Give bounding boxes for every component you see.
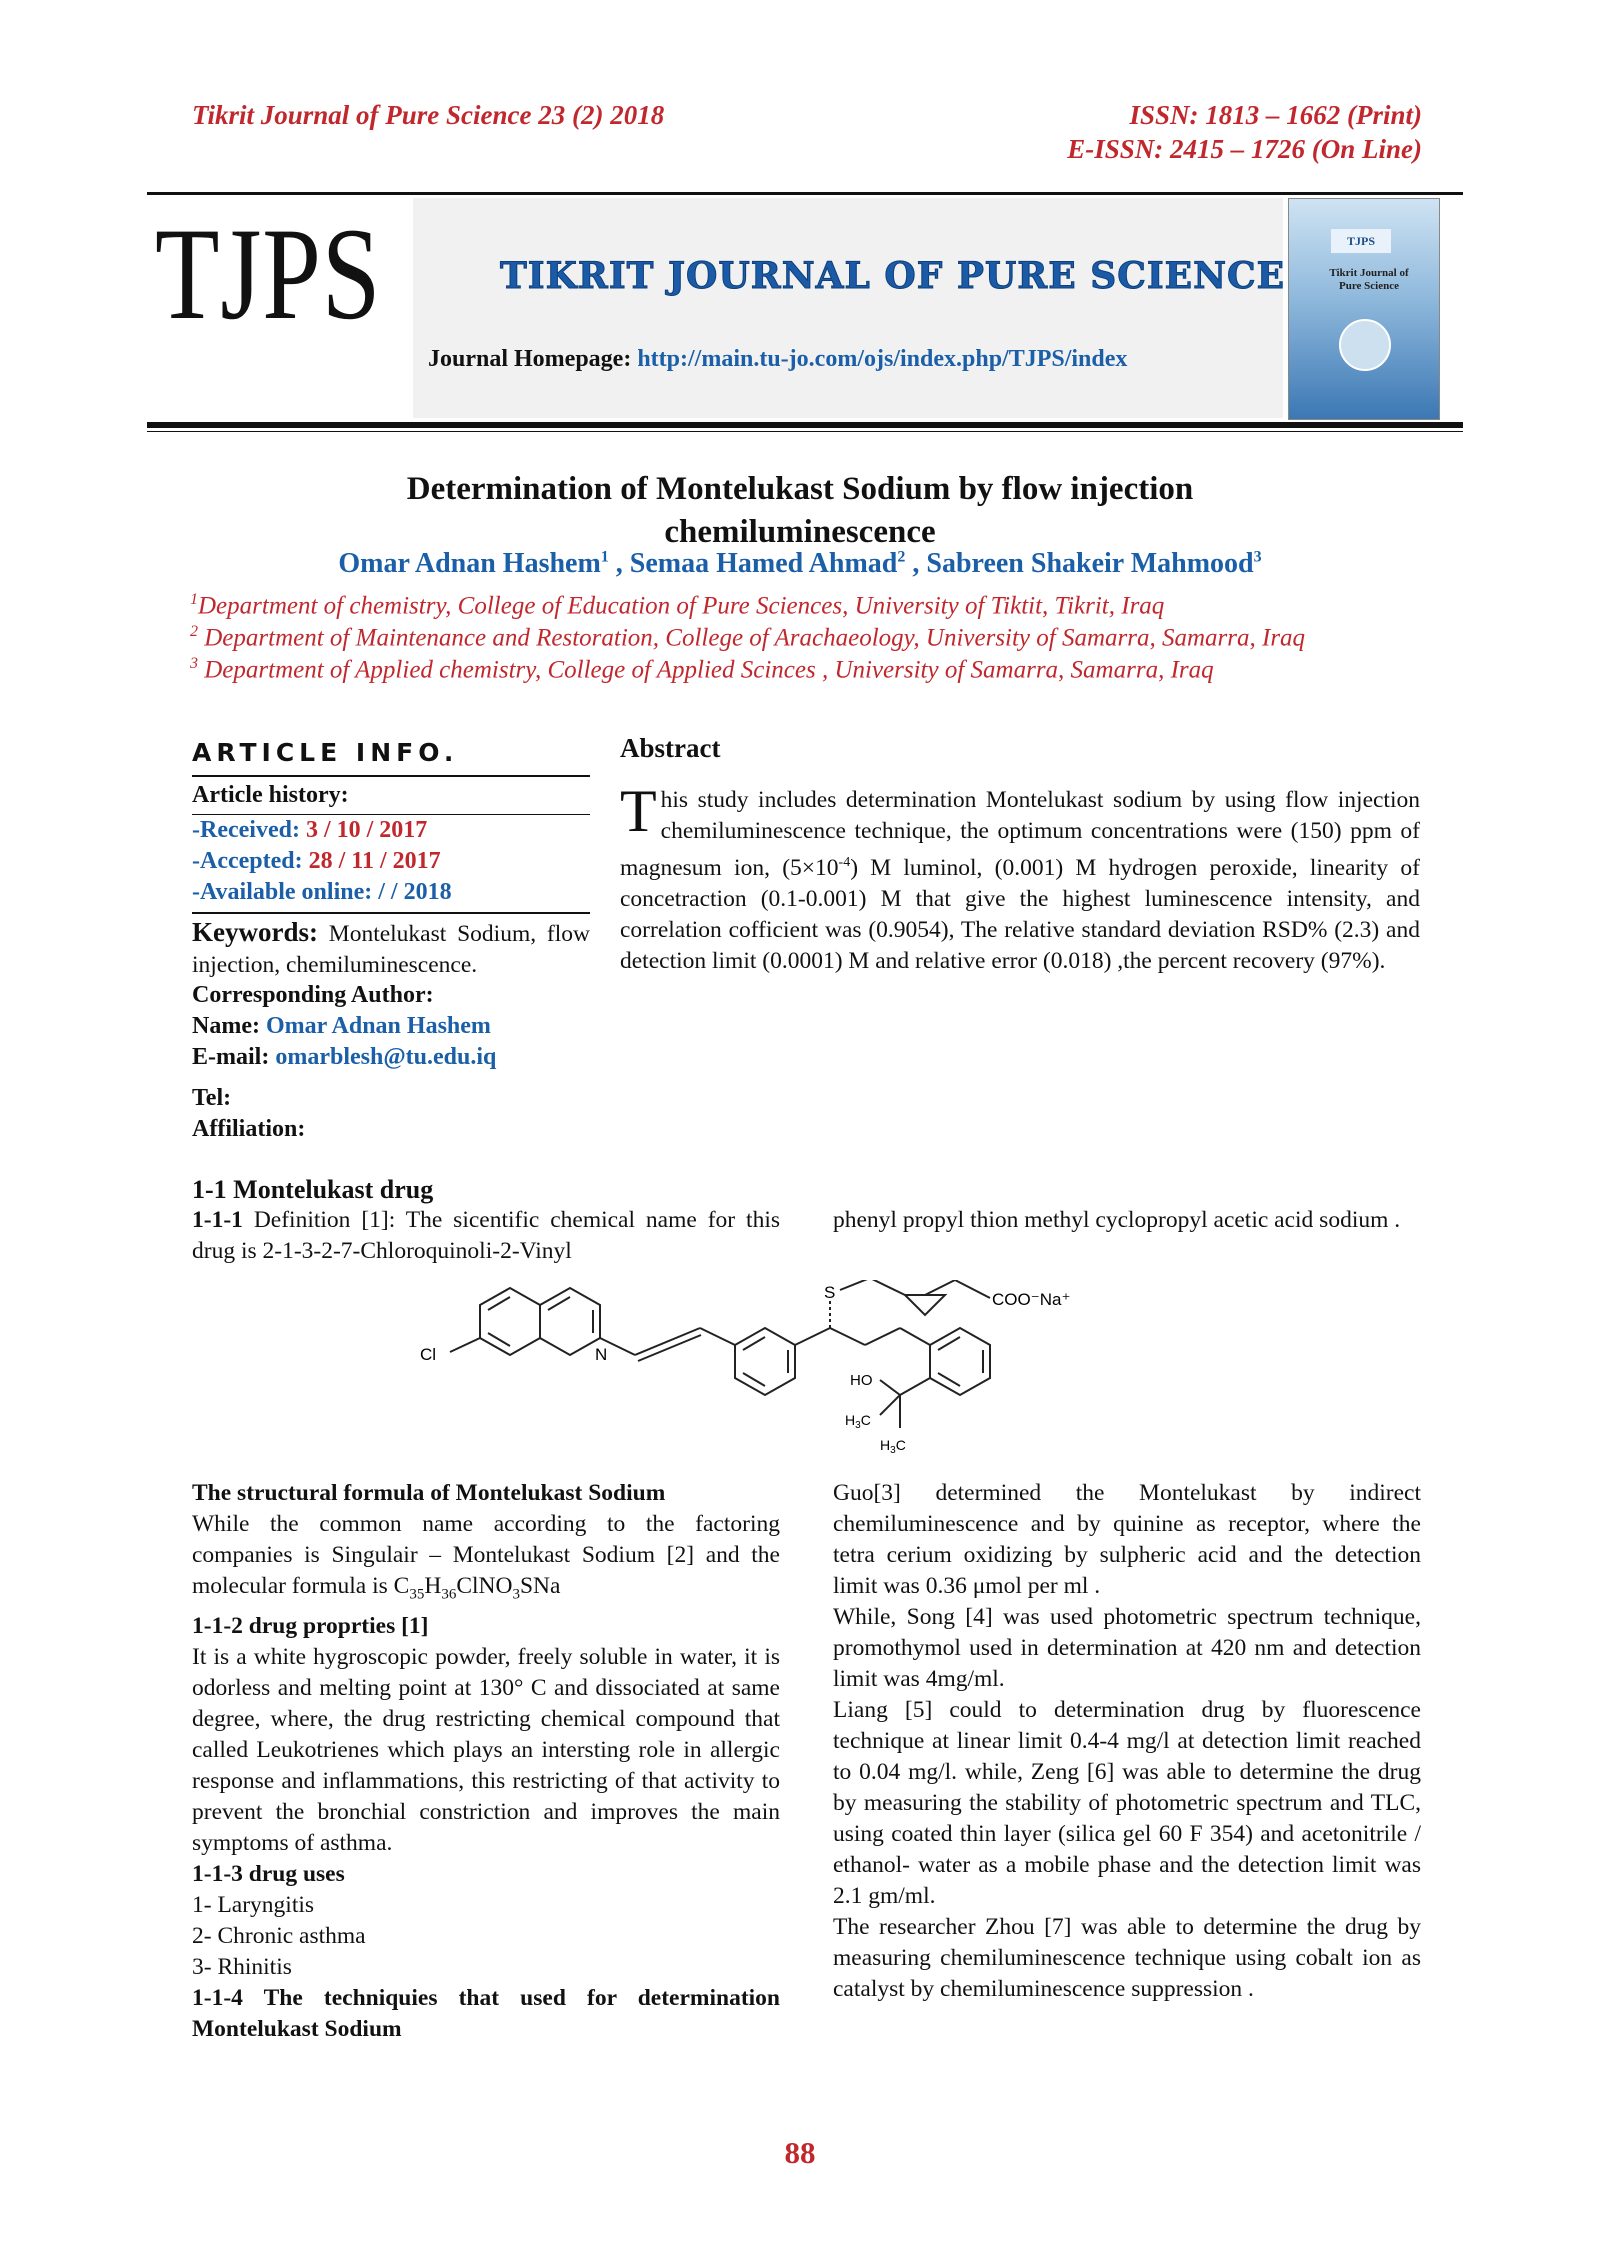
section-heading-1-1-2: 1-1-2 drug proprties [1] (192, 1612, 429, 1639)
name-label: Name: (192, 1013, 260, 1039)
sub: 3 (512, 1586, 520, 1603)
abstract-exponent: -4 (838, 855, 851, 870)
montelukast-structure-diagram (410, 1280, 1260, 1460)
article-info-rule-2 (192, 814, 590, 815)
section-heading-1-1: 1-1 Montelukast drug (192, 1175, 434, 1204)
hydroxyl-label: HO (850, 1372, 873, 1389)
header-rule-bottom (147, 422, 1463, 428)
author-sup: 2 (897, 548, 906, 566)
tel-label: Tel: (192, 1085, 232, 1111)
affiliation-3 (190, 649, 1214, 685)
cover-seal-icon (1339, 319, 1391, 371)
sub: 35 (409, 1586, 425, 1603)
page-number: 88 (784, 2135, 816, 2170)
aff-sup: 1 (190, 591, 198, 608)
sodium-text: Na (1039, 1290, 1062, 1309)
homepage-link[interactable]: http://main.tu-jo.com/ojs/index.php/TJPS/index (637, 346, 1128, 372)
section-text: Definition [1]: The sicentific chemical name for this drug is 2-1-3-2-7-Chloroquinoli-2-Vinyl (192, 1207, 780, 1264)
available-value: / / 2018 (378, 879, 452, 905)
affiliation-2 (190, 617, 1305, 653)
email-link[interactable]: omarblesh@tu.edu.iq (275, 1044, 497, 1070)
article-info-heading: ARTICLE INFO. (192, 738, 459, 767)
aff-sup: 3 (190, 655, 198, 672)
author-list: Omar Adnan Hashem$^1$ , Semaa Hamed Ahmad$^2$ , Sabreen Shakeir Mahmood$^3$ (338, 548, 1262, 579)
paper-title-line2: chemiluminescence (664, 514, 936, 550)
drop-cap: T (620, 778, 657, 844)
article-history-label: Article history: (192, 782, 349, 808)
chlorine-label: Cl (420, 1345, 437, 1364)
section-heading-1-1-4: 1-1-4 The techniquies that used for determination Montelukast Sodium (192, 1984, 780, 2042)
structural-formula-text (192, 1509, 780, 1611)
cover-badge: TJPS (1331, 229, 1391, 253)
corresponding-name (192, 1013, 491, 1040)
structural-formula-heading: The structural formula of Montelukast Sodium (192, 1480, 666, 1506)
article-info-rule-3 (192, 912, 590, 914)
section-1-1-2-text: It is a white hygroscopic powder, freely soluble in water, it is odorless and melting point at 130° C and dissociated at same degree, where, the drug restricting chemical compound that called Leukotrienes which plays an intersting role in allergic response and inflammations, this restricting of that activity to prevent the bronchial constriction and improves the main symptoms of asthma. (192, 1643, 780, 1856)
affiliation-1 (190, 585, 1164, 621)
tjps-logo: TJPS (155, 200, 382, 347)
available-date (192, 879, 452, 906)
available-label: -Available online: (192, 879, 373, 905)
header-rule-bottom-thin (147, 431, 1463, 432)
use-item: 1- Laryngitis (192, 1891, 315, 1918)
column-right (833, 1478, 1421, 2005)
paragraph-song: While, Song [4] was used photometric spectrum technique, promothymol used in determination at 420 nm and detection limit was 4mg/ml. (833, 1604, 1421, 1692)
email-label: E-mail: (192, 1044, 270, 1070)
abstract-heading: Abstract (620, 733, 721, 763)
journal-cover-image (1288, 198, 1440, 420)
abstract-body (620, 778, 1420, 977)
f-text: ClNO (456, 1573, 513, 1599)
issn-online: E-ISSN: 2415 – 1726 (On Line) (1067, 134, 1422, 164)
header-rule-top (147, 192, 1463, 195)
use-item: 3- Rhinitis (192, 1953, 292, 1980)
nitrogen-label: N (595, 1345, 608, 1364)
keywords (192, 917, 590, 981)
paragraph-liang: Liang [5] could to determination drug by fluorescence technique at linear limit 0.4-4 mg/l at detection limit reached to 0.04 mg/l. while, Zeng [6] was able to determine the drug by measuring the stability of photometric spectrum and TLC, using coated thin layer (silica gel 60 F 354) and acetonitrile / ethanol- water as a mobile phase and the detection limit was 2.1 gm/ml. (833, 1697, 1421, 1909)
sulfur-label: S (824, 1283, 836, 1302)
paper-title-line1: Determination of Montelukast Sodium by flow injection (406, 471, 1194, 507)
abstract-text-b: ) M luminol, (0.001) M hydrogen peroxide, linearity of concetraction (0.1-0.001) M that give the highest luminescence intensity, and correlation cofficient was (0.9054), The relative standard deviation RSD% (2.3) and detection limit (0.0001) M and relative error (0.018) ,the percent recovery (97%). (620, 854, 1420, 974)
h-text: H (880, 1437, 891, 1453)
journal-homepage (428, 346, 1127, 373)
coo-text: COO (992, 1290, 1031, 1309)
methyl-label-2: $H_3C$ (880, 1437, 906, 1456)
struct-text: While the common name according to the factoring companies is Singulair – Montelukast Sodium [2] and the molecular formula is C (192, 1511, 780, 1599)
paragraph-zhou: The researcher Zhou [7] was able to determine the drug by measuring chemiluminescence technique using cobalt ion as catalyst by chemiluminescence suppression . (833, 1914, 1421, 2002)
paragraph-guo: Guo[3] determined the Montelukast by indirect chemiluminescence and by quinine as receptor, where the tetra cerium oxidizing by sulpheric acid and the detection limit was 0.36 μmol per ml . (833, 1480, 1421, 1599)
author-sup: 1 (600, 548, 609, 566)
use-item: 2- Chronic asthma (192, 1922, 366, 1949)
received-label: -Received: (192, 817, 300, 843)
aff-text: Department of chemistry, College of Education of Pure Sciences, University of Tiktit, Tikrit, Iraq (198, 592, 1165, 620)
section-heading-1-1-3: 1-1-3 drug uses (192, 1860, 345, 1887)
column-left (192, 1478, 780, 2045)
f-text: SNa (519, 1573, 561, 1599)
received-value: 3 / 10 / 2017 (305, 817, 428, 843)
section-1-1-1-cont: phenyl propyl thion methyl cyclopropyl acetic acid sodium . (833, 1207, 1401, 1233)
accepted-label: -Accepted: (192, 848, 303, 874)
aff-sup: 2 (190, 623, 198, 640)
accepted-date (192, 848, 441, 875)
received-date (192, 817, 427, 844)
author-name: Sabreen Shakeir Mahmood (926, 548, 1254, 579)
methyl-label-1: $H_3C$ (845, 1412, 871, 1431)
banner-background (413, 198, 1286, 418)
aff-text: Department of Applied chemistry, College of Applied Scinces , University of Samarra, Samarra, Iraq (198, 656, 1214, 684)
keywords-value: Montelukast Sodium, flow injection, chemiluminescence. (192, 921, 590, 978)
cover-title: Tikrit Journal of Pure Science (1329, 267, 1409, 292)
corresponding-email (192, 1044, 496, 1071)
journal-citation: Tikrit Journal of Pure Science 23 (2) 2018 (192, 100, 665, 130)
abstract-text-a: his study includes determination Montelukast sodium by using flow injection chemiluminescence technique, the optimum concentrations were (150) ppm of magnesum ion, (5×10 (620, 787, 1420, 881)
corresponding-author-label: Corresponding Author: (192, 982, 434, 1008)
journal-name: TIKRIT JOURNAL OF PURE SCIENCE (500, 255, 1286, 297)
homepage-label: Journal Homepage: (428, 346, 632, 372)
author-name: Omar Adnan Hashem (338, 548, 601, 579)
article-info-rule-1 (192, 775, 590, 777)
affiliation-label: Affiliation: (192, 1116, 306, 1142)
accepted-value: 28 / 11 / 2017 (308, 848, 441, 874)
f-text: H (424, 1573, 442, 1599)
keywords-label: Keywords: (192, 917, 318, 947)
section-number: 1-1-1 (192, 1207, 243, 1233)
carboxylate-label: COO⁻Na⁺ (992, 1290, 1071, 1309)
issn-print: ISSN: 1813 – 1662 (Print) (1129, 100, 1422, 130)
author-name: Semaa Hamed Ahmad (629, 548, 898, 579)
sub: 36 (441, 1586, 457, 1603)
name-value: Omar Adnan Hashem (265, 1013, 491, 1039)
author-sup: 3 (1253, 548, 1262, 566)
section-1-1-1 (192, 1205, 780, 1267)
h-text: H (845, 1412, 856, 1428)
aff-text: Department of Maintenance and Restoration, College of Arachaeology, University of Samarra, Samarra, Iraq (198, 624, 1306, 652)
